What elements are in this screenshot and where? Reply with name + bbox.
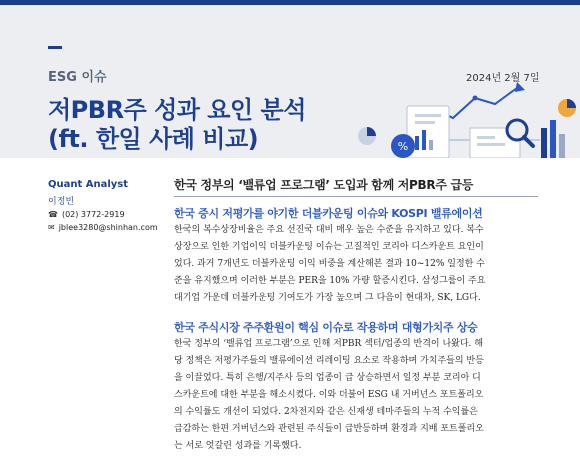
section1-body — [174, 222, 536, 307]
section1-title: 한국 증시 저평가를 야기한 더블카운팅 이슈와 KOSPI 밸류에이션 — [174, 207, 483, 220]
section1-line: 었다. 과거 7개년도 더블카운팅 이익 비중을 계산해본 결과 10~12% 일정한 수 — [174, 259, 485, 269]
section1-line: 한국의 복수상장비율은 주요 선진국 대비 매우 높은 수준을 유지하고 있다. 복수 — [174, 225, 484, 235]
report-title-line2: (ft. 한일 사례 비교) — [48, 125, 259, 153]
section2-body — [174, 336, 536, 455]
section1-line: 대기업 가운데 더블카운팅 기여도가 가장 높으며 그 다음이 현대차, SK, LG다. — [174, 293, 481, 303]
section2-line: 당 정책은 저평가주들의 밸류에이션 리레이팅 요소로 작용하며 가치주들의 반등 — [174, 356, 484, 366]
pie-chart-icon — [358, 127, 376, 145]
analyst-name: 이정빈 — [48, 197, 75, 207]
section2-line: 는 서로 엇갈린 성과를 기록했다. — [174, 441, 302, 451]
section2-line: 급감하는 한편 거버넌스와 관련된 주식들이 급반등하며 환경과 지배 포트폴리오 — [174, 424, 484, 434]
phone-number: (02) 3772-2919 — [61, 210, 125, 219]
headline-divider — [174, 196, 538, 197]
report-title-line1: 저PBR주 성과 요인 분석 — [48, 96, 306, 124]
section2-line: 스카운트에 대한 부분을 해소시켰다. 이와 더불어 ESG 내 거버넌스 포트폴리오 — [174, 390, 484, 400]
email-address[interactable]: jblee3280@shinhan.com — [58, 223, 158, 232]
report-category: ESG 이슈 — [48, 70, 107, 85]
analyst-email[interactable] — [48, 223, 158, 232]
report-header — [0, 0, 580, 158]
section2-line: 한국 정부의 ‘밸류업 프로그램’으로 인해 저PBR 섹터/업종의 반격이 나왔다. 해 — [174, 339, 483, 349]
mail-icon: ✉ — [48, 223, 55, 232]
section2-title: 한국 주식시장 주주환원이 핵심 이슈로 작용하며 대형가치주 상승 — [174, 321, 478, 334]
section2-line: 을 이끌었다. 특히 은행/지주사 등의 업종이 급 상승하면서 일정 부분 코리아 디 — [174, 373, 481, 383]
finance-illustration — [345, 78, 580, 158]
analyst-phone — [48, 210, 125, 219]
section2-line: 의 수익률도 개선이 되었다. 2차전지와 같은 신재생 테마주들의 누적 수익률은 — [174, 407, 478, 417]
magnifier-icon — [470, 120, 533, 158]
bar-chart-icon — [541, 99, 576, 158]
report-date: 2024년 2월 7일 — [466, 73, 540, 84]
section1-line: 상장으로 인한 기업이익 더블카운팅 이슈는 고질적인 코리아 디스카운트 요인이 — [174, 242, 484, 252]
article-headline: 한국 정부의 ‘밸류업 프로그램’ 도입과 함께 저PBR주 급등 — [174, 178, 474, 192]
phone-icon: ☎ — [48, 210, 58, 219]
percent-badge: % — [397, 140, 409, 153]
category-marker — [48, 46, 62, 49]
report-document-icon — [391, 106, 449, 158]
top-accent-line — [0, 0, 580, 5]
section1-line: 준을 유지했으며 이러한 부분은 PER을 10% 가량 할증시킨다. 삼성그룹이 주요 — [174, 276, 486, 286]
analyst-role: Quant Analyst — [48, 179, 129, 190]
